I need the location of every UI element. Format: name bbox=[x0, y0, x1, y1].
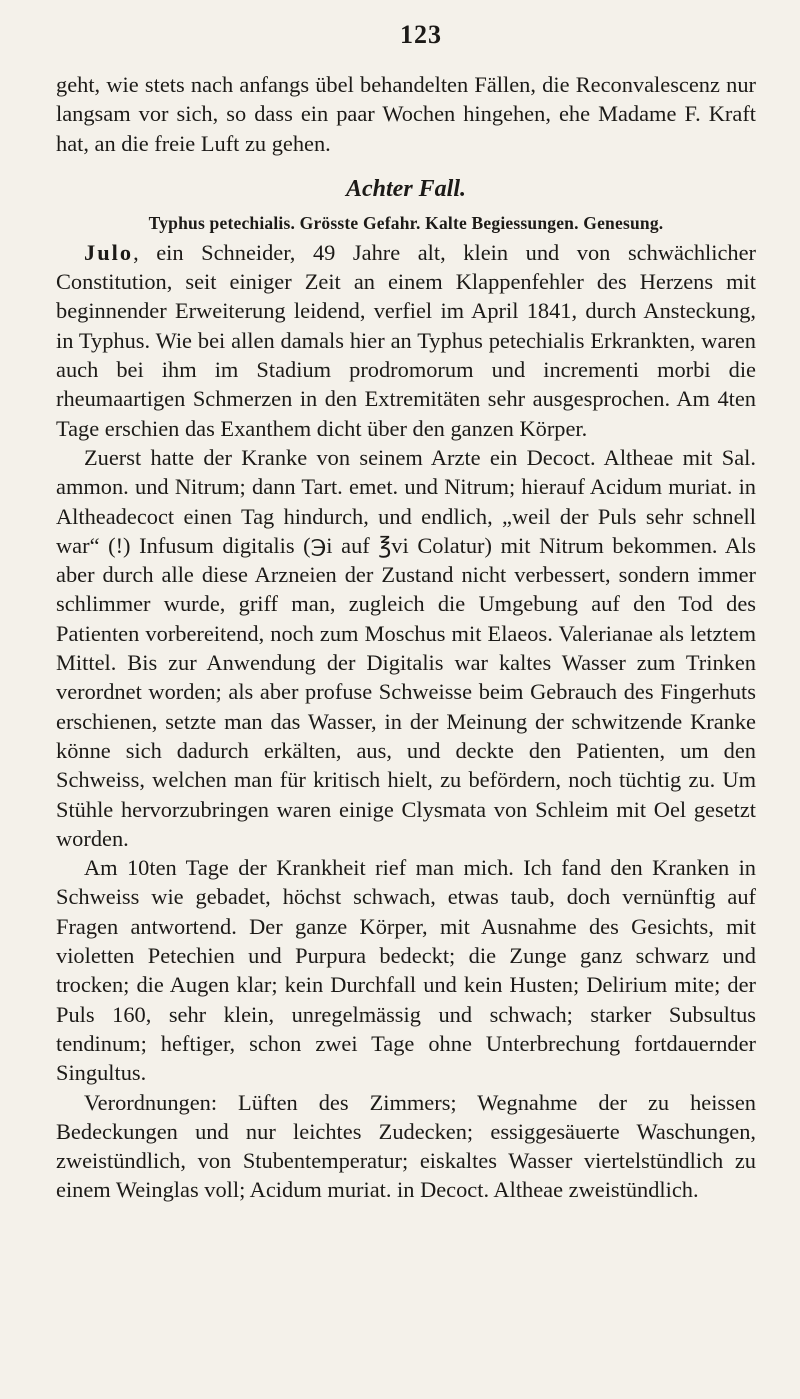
paragraph-prescriptions: Verordnungen: Lüften des Zimmers; Wegnahme der zu heissen Bedeckungen und nur leichtes Zudecken; essiggesäuerte Waschungen, zweistündlich, von Stubentemperatur; eiskaltes Wasser viertelstündlich zu einem Weinglas voll; Acidum muriat. in Decoct. Altheae zweistündlich. bbox=[56, 1089, 756, 1203]
intro-paragraph: geht, wie stets nach anfangs übel behandelten Fällen, die Reconvalescenz nur langsam vor sich, so dass ein paar Wochen hingehen, ehe Madame F. Kraft hat, an die freie Luft zu gehen. bbox=[56, 72, 756, 156]
paragraph-case-intro-text: , ein Schneider, 49 Jahre alt, klein und von schwächlicher Constitution, seit einiger Zeit an einem Klappenfehler des Herzens mit beginnender Erweiterung leidend, verfiel im April 1841, durch Ansteckung, in Typhus. Wie bei allen damals hier an Typhus petechialis Erkrankten, waren auch bei ihm im Stadium prodromorum und incrementi morbi die rheumaartigen Schmerzen in den Extremitäten sehr ausgesprochen. Am 4ten Tage erschien das Exanthem dicht über den ganzen Körper. bbox=[56, 239, 756, 441]
paragraph-examination: Am 10ten Tage der Krankheit rief man mich. Ich fand den Kranken in Schweiss wie gebadet, höchst schwach, etwas taub, doch vernünftig auf Fragen antwortend. Der ganze Körper, mit Ausnahme des Gesichts, mit violetten Petechien und Purpura bedeckt; die Zunge ganz schwarz und trocken; die Augen klar; kein Durchfall und kein Husten; Delirium mite; der Puls 160, sehr klein, unregelmässig und schwach; starker Subsultus tendinum; heftiger, schon zwei Tage ohne Unterbrechung fortdauernder Singultus. bbox=[56, 855, 756, 1086]
paragraph-treatment: Zuerst hatte der Kranke von seinem Arzte ein Decoct. Altheae mit Sal. ammon. und Nitrum; dann Tart. emet. und Nitrum; hierauf Acidum muriat. in Altheadecoct einen Tag hindurch, und endlich, „weil der Puls sehr schnell war“ (!) Infusum digitalis (℈i auf ℥vi Colatur) mit Nitrum bekommen. Als aber durch alle diese Arzneien der Zustand nicht verbessert, sondern immer schlimmer wurde, griff man, zugleich die Umgebung auf den Tod des Patienten vorbereitend, noch zum Moschus mit Elaeos. Valerianae als letztem Mittel. Bis zur Anwendung der Digitalis war kaltes Wasser zum Trinken verordnet worden; als aber profuse Schweisse beim Gebrauch des Fingerhuts erschienen, setzte man das Wasser, in der Meinung der schwitzende Kranke könne sich dadurch erkälten, aus, und deckte den Patienten, um den Schweiss, welchen man für kritisch hielt, zu befördern, noch tüchtig zu. Um Stühle hervorzubringen waren einige Clysmata von Schleim mit Oel gesetzt worden. bbox=[56, 444, 756, 851]
section-title: Achter Fall. bbox=[345, 175, 466, 202]
document-page bbox=[56, 20, 756, 1205]
page-number: 123 bbox=[400, 20, 442, 49]
patient-name: Julo bbox=[84, 239, 134, 265]
paragraph-case-intro bbox=[56, 238, 756, 443]
section-subtitle: Typhus petechialis. Grösste Gefahr. Kalte Begiessungen. Genesung. bbox=[148, 212, 664, 233]
